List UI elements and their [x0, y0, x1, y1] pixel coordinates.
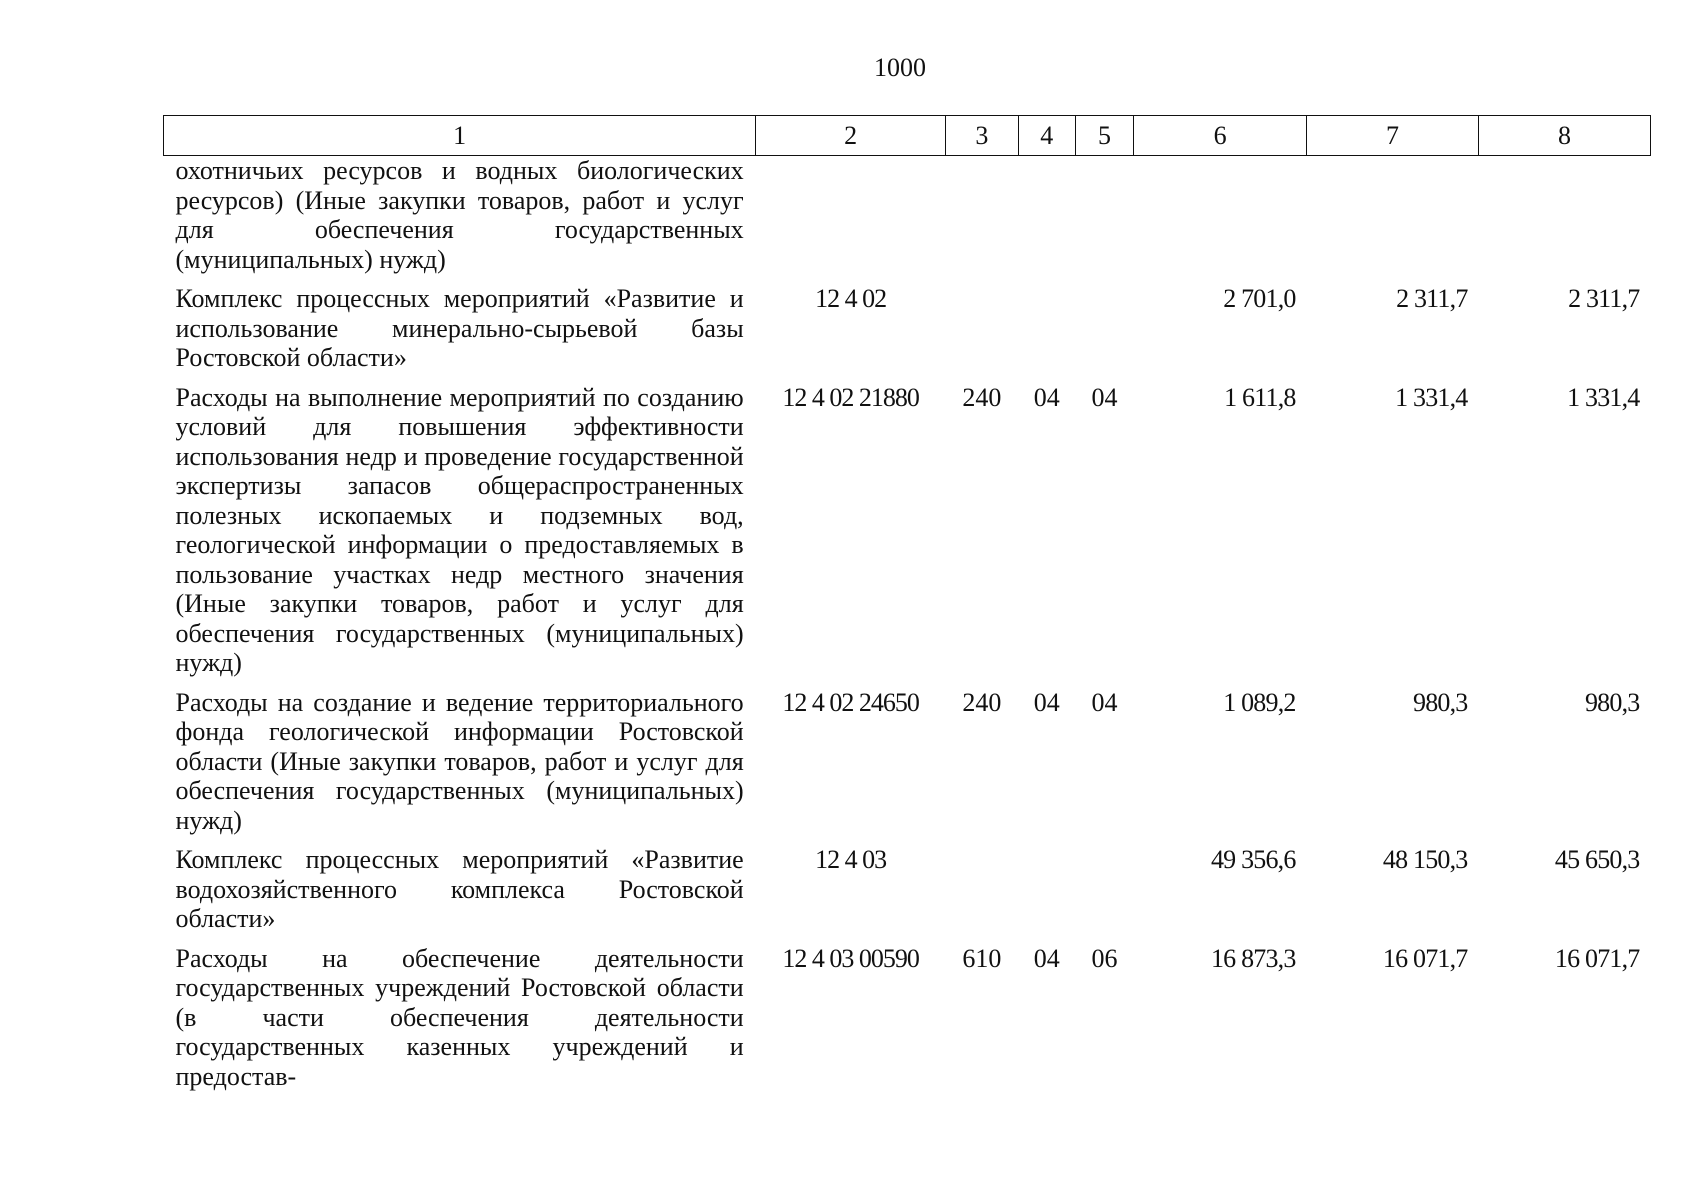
- row-name: Расходы на обеспечение деятельности государственных учреждений Ростовской области (в части обеспечения деятельности государственных казенных учреждений и предостав-: [175, 943, 744, 1091]
- column-header: 2: [756, 116, 946, 156]
- table-row: [164, 284, 1651, 383]
- amount-col7: [1307, 156, 1479, 285]
- page-number: 1000: [874, 53, 926, 82]
- amount-col8: 45 650,3: [1554, 845, 1640, 874]
- expense-type: [946, 156, 1018, 285]
- section-code: [1018, 156, 1075, 285]
- amount-col7: 1 331,4: [1395, 382, 1468, 412]
- amount-col6: 1 611,8: [1224, 382, 1296, 412]
- table-row: [164, 156, 1651, 285]
- amount-col7: 16 071,7: [1382, 943, 1468, 973]
- amount-col8: [1479, 156, 1651, 285]
- target-code: [756, 156, 946, 285]
- row-name: охотничьих ресурсов и водных биологических ресурсов) (Иные закупки товаров, работ и услуг для обеспечения государственных (муниципальных) нужд): [175, 156, 744, 274]
- amount-col8: 1 331,4: [1567, 382, 1640, 412]
- table-row: [164, 688, 1651, 846]
- expense-type: [946, 845, 1018, 944]
- target-code: 12 4 02: [815, 284, 887, 313]
- section-code: 04: [1033, 687, 1060, 717]
- row-name: Расходы на создание и ведение территориального фонда геологической информации Ростовской области (Иные закупки товаров, работ и услуг для обеспечения государственных (муниципальных) нужд): [175, 687, 744, 835]
- column-header: 4: [1018, 116, 1075, 156]
- amount-col6: 2 701,0: [1223, 284, 1296, 313]
- row-name: Комплекс процессных мероприятий «Развитие и использование минерально-сырьевой базы Ростовской области»: [175, 284, 744, 372]
- table-header: [164, 116, 1651, 156]
- target-code: 12 4 02 21880: [782, 382, 919, 412]
- table-row: [164, 845, 1651, 944]
- amount-col7: 980,3: [1413, 687, 1468, 717]
- row-name: Расходы на выполнение мероприятий по созданию условий для повышения эффективности использования недр и проведение государственной экспертизы запасов общераспространенных полезных ископаемых и подземных вод, геологической информации о предоставляемых в пользование участках недр местного значения (Иные закупки товаров, работ и услуг для обеспечения государственных (муниципальных) нужд): [175, 382, 744, 677]
- expense-type: 240: [962, 382, 1002, 412]
- amount-col8: 980,3: [1584, 687, 1640, 717]
- target-code: 12 4 03 00590: [782, 943, 919, 973]
- amount-col6: 49 356,6: [1210, 845, 1296, 874]
- amount-col8: 16 071,7: [1554, 943, 1640, 973]
- subsection-code: 06: [1091, 943, 1118, 973]
- expense-type: 240: [962, 687, 1002, 717]
- column-header: 7: [1307, 116, 1479, 156]
- subsection-code: [1075, 284, 1133, 383]
- subsection-code: 04: [1091, 382, 1118, 412]
- amount-col6: [1134, 156, 1307, 285]
- table-row: [164, 383, 1651, 688]
- table-row: [164, 944, 1651, 1102]
- row-name: Комплекс процессных мероприятий «Развитие водохозяйственного комплекса Ростовской области»: [175, 845, 744, 933]
- amount-col6: 16 873,3: [1210, 943, 1296, 973]
- column-header: 6: [1134, 116, 1307, 156]
- amount-col8: 2 311,7: [1568, 284, 1640, 313]
- target-code: 12 4 02 24650: [782, 687, 919, 717]
- subsection-code: [1075, 156, 1133, 285]
- column-header: 8: [1479, 116, 1651, 156]
- section-code: 04: [1033, 382, 1060, 412]
- column-header: 1: [164, 116, 756, 156]
- expense-type: 610: [962, 943, 1002, 973]
- subsection-code: 04: [1091, 687, 1118, 717]
- section-code: [1018, 845, 1075, 944]
- section-code: [1018, 284, 1075, 383]
- budget-table-container: [163, 115, 1651, 1101]
- subsection-code: [1075, 845, 1133, 944]
- target-code: 12 4 03: [815, 845, 887, 874]
- amount-col7: 2 311,7: [1396, 284, 1468, 313]
- section-code: 04: [1033, 943, 1060, 973]
- column-number-row: [164, 116, 1651, 156]
- column-header: 5: [1075, 116, 1133, 156]
- table-body: [164, 156, 1651, 1102]
- budget-table: [163, 115, 1651, 1101]
- amount-col6: 1 089,2: [1223, 687, 1296, 717]
- expense-type: [946, 284, 1018, 383]
- amount-col7: 48 150,3: [1382, 845, 1468, 874]
- column-header: 3: [946, 116, 1018, 156]
